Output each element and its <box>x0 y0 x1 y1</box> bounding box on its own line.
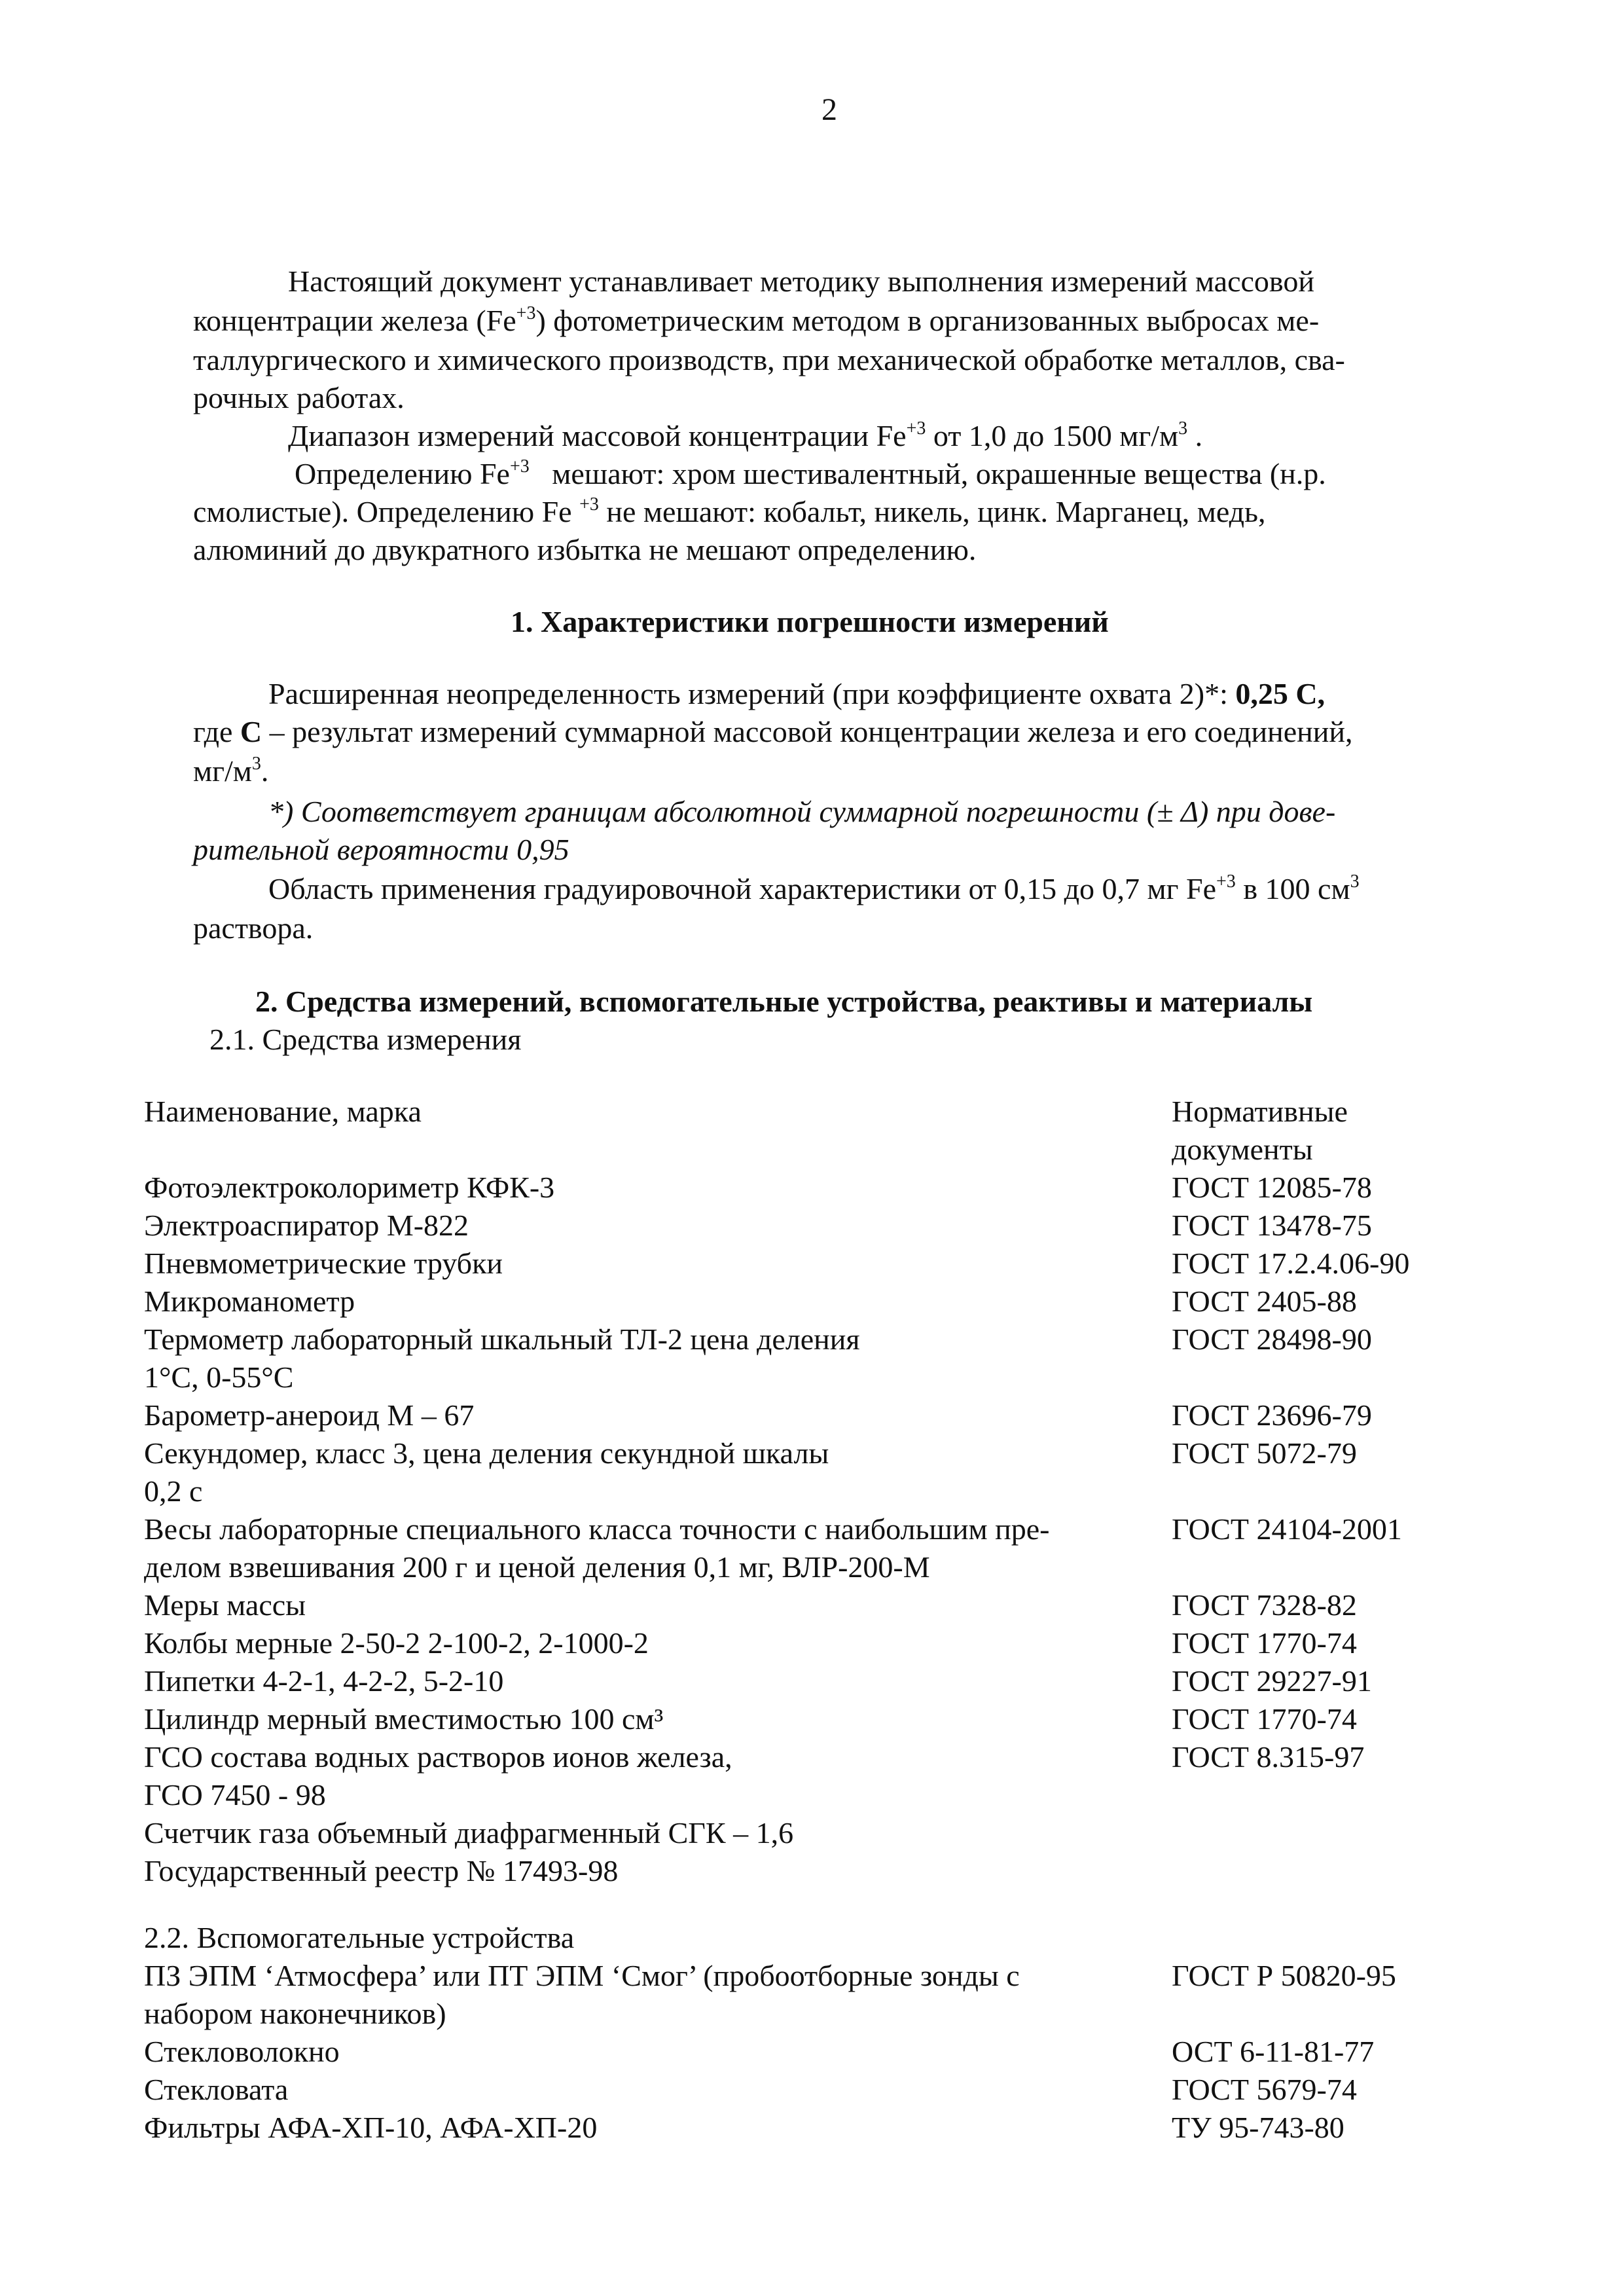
instrument-standard: ГОСТ 24104-2001 <box>1172 1512 1402 1546</box>
calibration-range-line-2: раствора. <box>193 911 314 945</box>
instrument-row <box>0 1586 1624 1625</box>
instrument-name: ГСО 7450 - 98 <box>144 1778 326 1812</box>
instrument-row <box>0 1434 1624 1473</box>
instrument-standard: ГОСТ 7328-82 <box>1172 1588 1357 1622</box>
instrument-row <box>0 1168 1624 1207</box>
instrument-standard: ГОСТ 5072-79 <box>1172 1436 1357 1470</box>
instrument-row <box>0 1358 1624 1397</box>
instrument-row <box>0 1244 1624 1283</box>
instrument-row <box>0 1472 1624 1511</box>
instrument-name: делом взвешивания 200 г и ценой деления 0,1 мг, ВЛР-200-М <box>144 1550 930 1584</box>
uncertainty-line-2: где С – результат измерений суммарной массовой концентрации железа и его соединений, <box>193 715 1353 748</box>
intro-line-3: таллургического и химического производств, при механической обработке металлов, сва- <box>193 343 1345 376</box>
auxiliary-device-row <box>0 2108 1624 2147</box>
intro-interference-line-2: смолистые). Определению Fe $^{+3}$ не мешают: кобальт, никель, цинк. Марганец, медь, <box>193 494 1266 528</box>
instrument-name: Государственный реестр № 17493-98 <box>144 1854 619 1887</box>
instrument-standard: ГОСТ 1770-74 <box>1172 1626 1357 1660</box>
auxiliary-device-standard: ГОСТ 5679-74 <box>1172 2073 1357 2106</box>
instrument-row <box>0 1396 1624 1435</box>
auxiliary-device-row <box>0 1994 1624 2033</box>
instrument-row <box>0 1662 1624 1701</box>
instrument-row <box>0 1700 1624 1739</box>
instrument-standard: ГОСТ 1770-74 <box>1172 1702 1357 1736</box>
instrument-standard: ГОСТ 2405-88 <box>1172 1285 1357 1318</box>
auxiliary-device-name: ПЗ ЭПМ ‘Атмосфера’ или ПТ ЭПМ ‘Смог’ (пробоотборные зонды с <box>144 1959 1020 1992</box>
auxiliary-device-standard: ОСТ 6-11-81-77 <box>1172 2035 1375 2068</box>
instrument-name: Барометр-анероид М – 67 <box>144 1398 475 1432</box>
intro-line-2: концентрации железа $(Fe^{+3})$ фотометрическим методом в организованных выбросах ме- <box>193 302 1320 337</box>
instrument-name: Пневмометрические трубки <box>144 1247 503 1280</box>
subsection-2-1-title: 2.1. Средства измерения <box>209 1023 522 1056</box>
instrument-standard: ГОСТ 28498-90 <box>1172 1322 1372 1356</box>
intro-line-4: рочных работах. <box>193 381 405 414</box>
instrument-row <box>0 1738 1624 1777</box>
instrument-row <box>0 1320 1624 1359</box>
section-1-title: 1. Характеристики погрешности измерений <box>511 605 1109 638</box>
auxiliary-device-name: Стекловолокно <box>144 2035 340 2068</box>
table-header-doc-line-1: Нормативные <box>1172 1095 1348 1128</box>
instrument-standard: ГОСТ 17.2.4.06-90 <box>1172 1247 1410 1280</box>
instrument-row <box>0 1776 1624 1815</box>
instrument-standard: ГОСТ 13478-75 <box>1172 1209 1372 1242</box>
calibration-range-line-1: Область применения градуировочной характеристики от 0,15 до 0,7 мг $Fe^{+3}$ в 100 $см^3$ <box>268 871 1360 905</box>
instrument-name: ГСО состава водных растворов ионов железа, <box>144 1740 732 1774</box>
auxiliary-device-row <box>0 1956 1624 1995</box>
auxiliary-device-name: набором наконечников) <box>144 1997 446 2030</box>
auxiliary-device-standard: ГОСТ Р 50820-95 <box>1172 1959 1396 1992</box>
instrument-name: Меры массы <box>144 1588 306 1622</box>
auxiliary-device-standard: ТУ 95-743-80 <box>1172 2111 1344 2144</box>
instrument-name: Фотоэлектроколориметр КФК-3 <box>144 1171 555 1204</box>
auxiliary-device-name: Стекловата <box>144 2073 289 2106</box>
instrument-standard: ГОСТ 29227-91 <box>1172 1664 1372 1698</box>
instrument-name: Счетчик газа объемный диафрагменный СГК – 1,6 <box>144 1816 794 1850</box>
subsection-2-2-title: 2.2. Вспомогательные устройства <box>144 1921 575 1954</box>
instrument-name: 1°С, 0-55°С <box>144 1360 294 1394</box>
instrument-standard: ГОСТ 23696-79 <box>1172 1398 1372 1432</box>
instrument-row <box>0 1282 1624 1321</box>
instrument-name: 0,2 с <box>144 1474 203 1508</box>
auxiliary-device-name: Фильтры АФА-ХП-10, АФА-ХП-20 <box>144 2111 598 2144</box>
instrument-name: Колбы мерные 2-50-2 2-100-2, 2-1000-2 <box>144 1626 649 1660</box>
instrument-name: Цилиндр мерный вместимостью 100 см³ <box>144 1702 664 1736</box>
instrument-row <box>0 1206 1624 1245</box>
instrument-name: Микроманометр <box>144 1285 355 1318</box>
auxiliary-device-row <box>0 2070 1624 2109</box>
instrument-name: Термометр лабораторный шкальный ТЛ-2 цена деления <box>144 1322 860 1356</box>
footnote-line-2: рительной вероятности 0,95 <box>193 833 569 866</box>
instrument-row <box>0 1624 1624 1663</box>
footnote-line-1: *) Соответствует границам абсолютной суммарной погрешности (± Δ) при дове- <box>268 795 1336 828</box>
instrument-row <box>0 1510 1624 1549</box>
intro-range-line: Диапазон измерений массовой концентрации $Fe^{+3}$ от 1,0 до 1500 $мг/м^3$ . <box>288 418 1203 452</box>
instrument-name: Электроаспиратор М-822 <box>144 1209 469 1242</box>
instrument-name: Пипетки 4-2-1, 4-2-2, 5-2-10 <box>144 1664 504 1698</box>
page-number: 2 <box>821 92 837 127</box>
instrument-row <box>0 1548 1624 1587</box>
intro-interference-line-1: Определению $Fe^{+3}$ мешают: хром шестивалентный, окрашенные вещества (н.р. <box>295 456 1326 490</box>
section-2-title: 2. Средства измерений, вспомогательные устройства, реактивы и материалы <box>255 985 1313 1018</box>
intro-interference-line-3: алюминий до двукратного избытка не мешают определению. <box>193 533 977 566</box>
instrument-standard: ГОСТ 12085-78 <box>1172 1171 1372 1204</box>
instrument-row <box>0 1813 1624 1853</box>
instrument-row <box>0 1851 1624 1891</box>
uncertainty-line-3: $мг/м^3$. <box>193 753 269 788</box>
instrument-name: Весы лабораторные специального класса точности с наибольшим пре- <box>144 1512 1050 1546</box>
table-header-doc-line-2: документы <box>1172 1133 1313 1166</box>
table-header-name: Наименование, марка <box>144 1095 422 1128</box>
uncertainty-line-1: Расширенная неопределенность измерений (при коэффициенте охвата 2)*: 0,25 С, <box>268 677 1326 710</box>
auxiliary-device-row <box>0 2032 1624 2071</box>
instrument-name: Секундомер, класс 3, цена деления секундной шкалы <box>144 1436 829 1470</box>
instrument-standard: ГОСТ 8.315-97 <box>1172 1740 1365 1774</box>
intro-line-1: Настоящий документ устанавливает методику выполнения измерений массовой <box>288 264 1314 298</box>
